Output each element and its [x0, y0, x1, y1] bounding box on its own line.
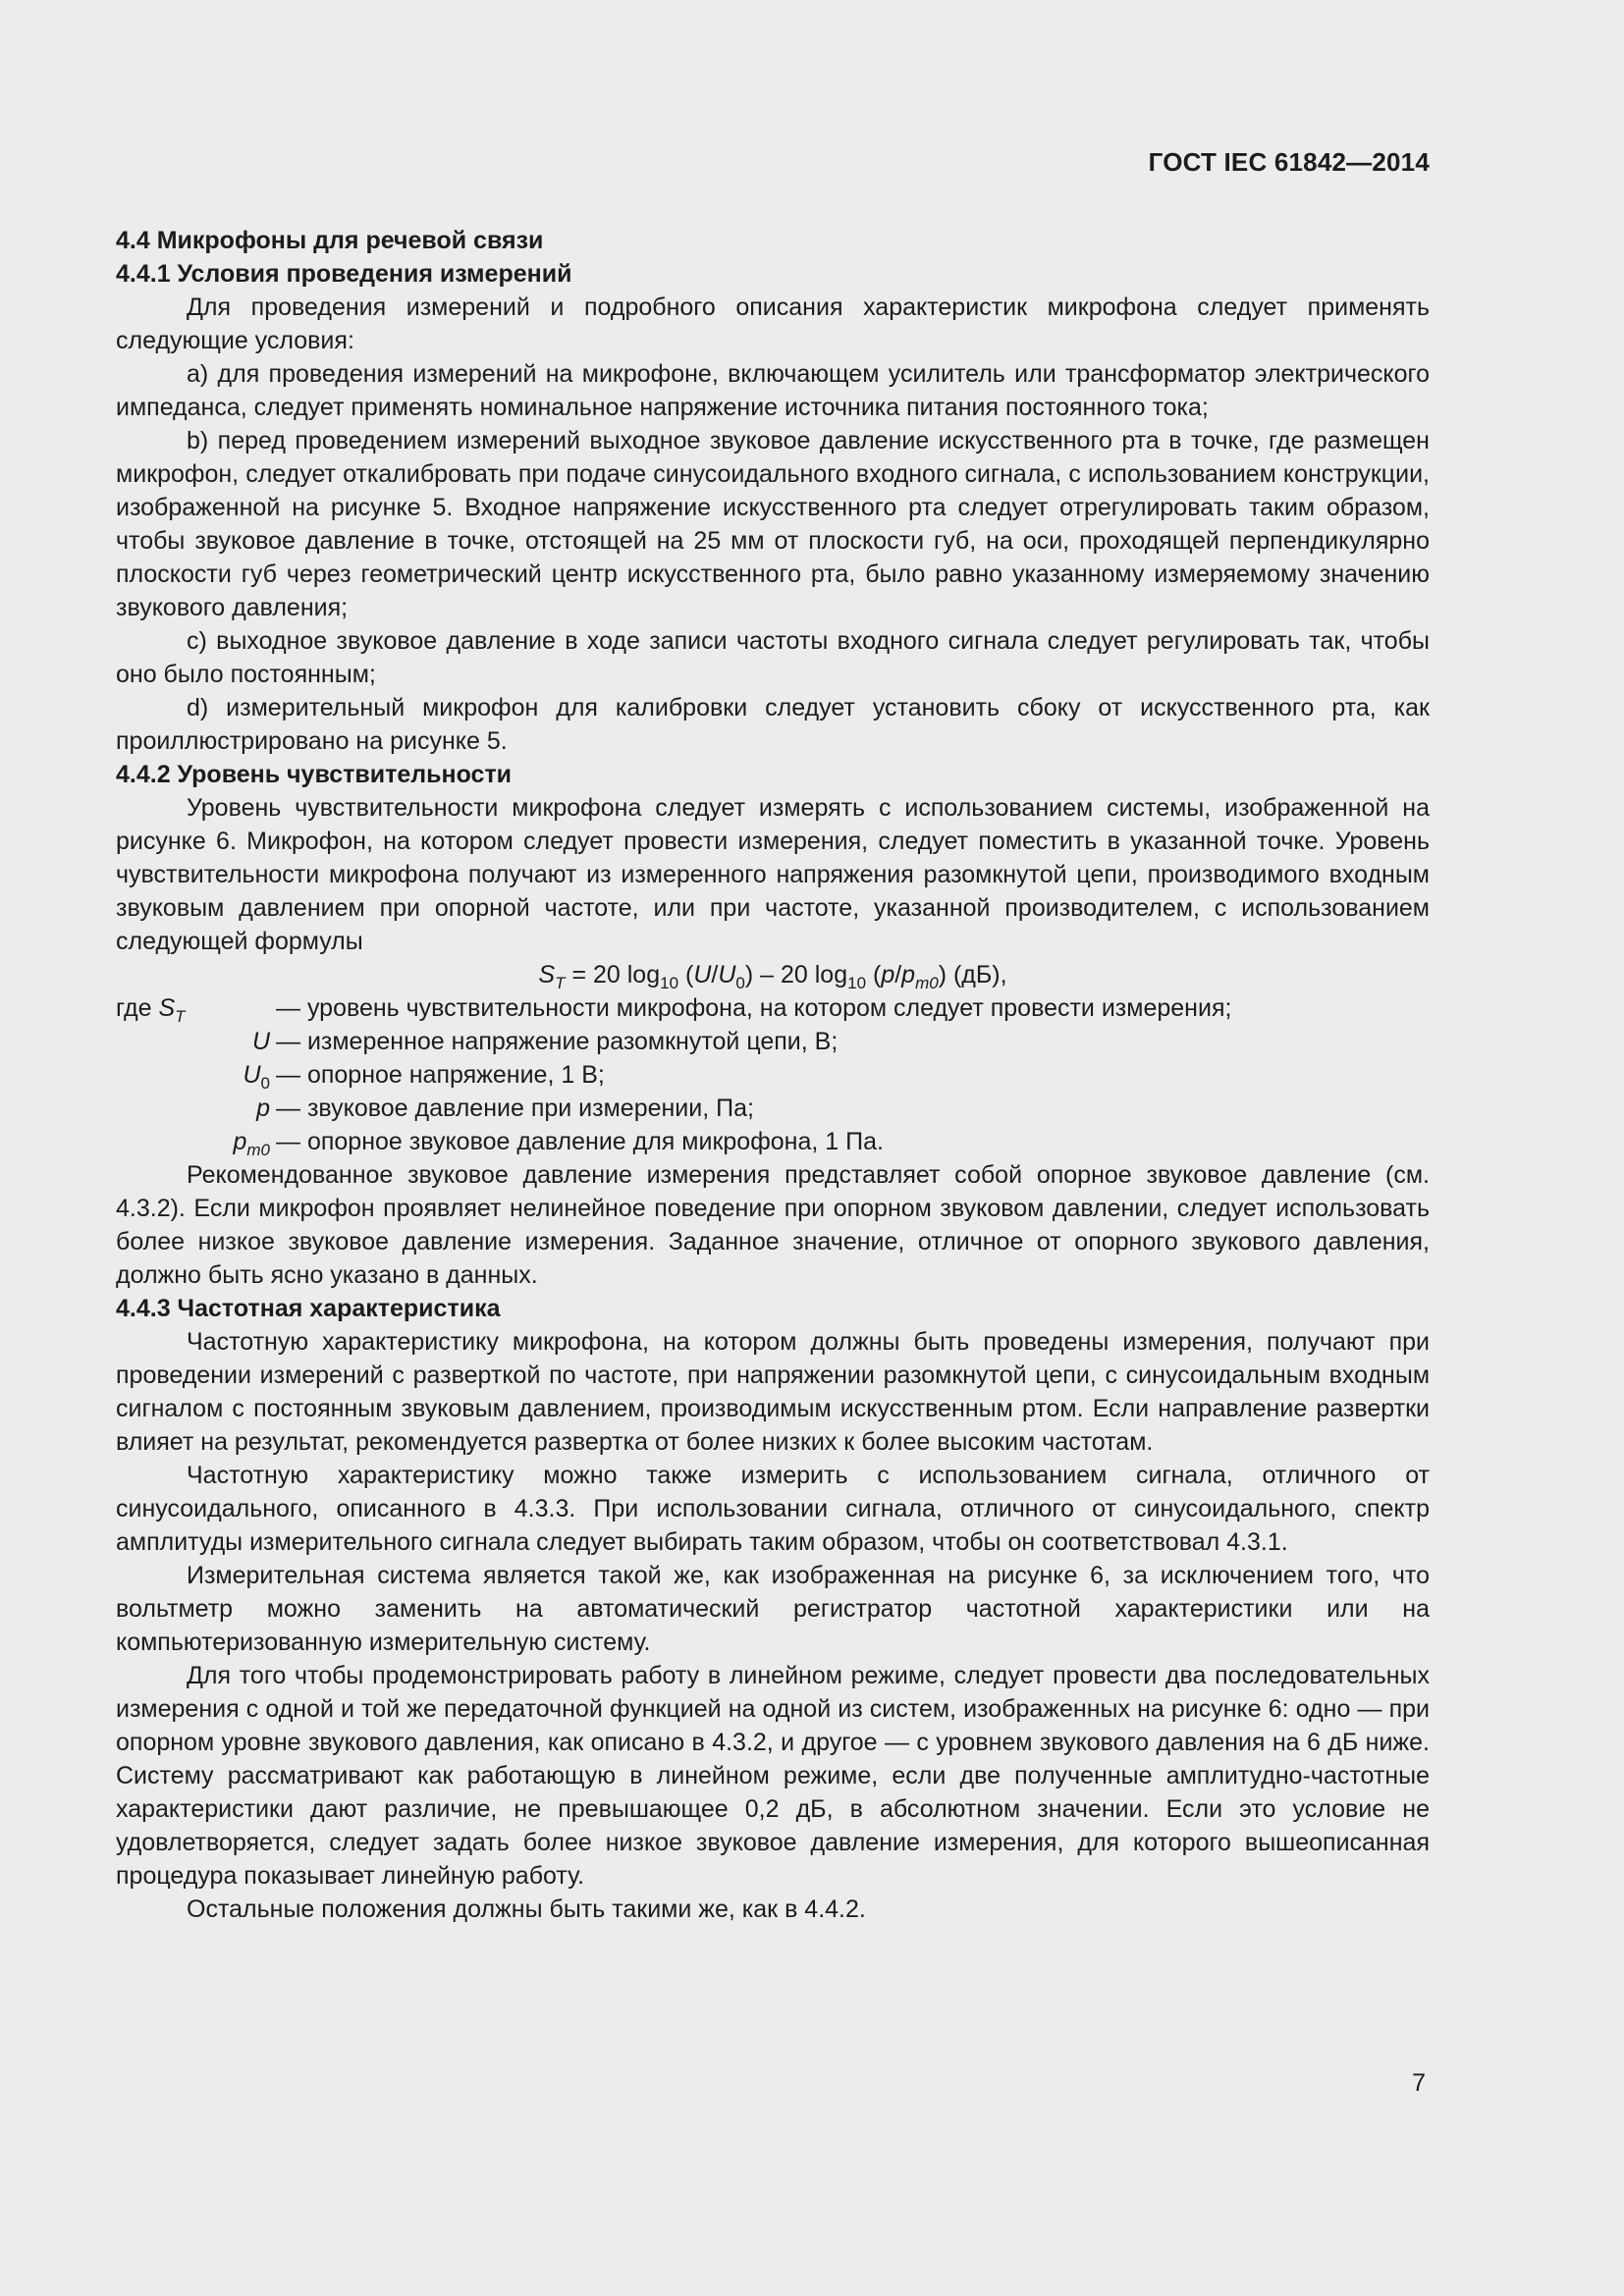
formula-u: U	[693, 961, 712, 988]
formula-log-base: 10	[847, 974, 867, 992]
list-item-c: c) выходное звуковое давление в ходе записи частоты входного сигнала следует регулировать так, чтобы оно было постоянным;	[116, 627, 1430, 688]
paragraph-4-4-3-3: Измерительная система является такой же, как изображенная на рисунке 6, за исключением того, что вольтметр можно заменить на автоматический регистратор частотной характеристики или на компьютеризованную измерительную систему.	[116, 1562, 1430, 1656]
symbol-sub: 0	[260, 1074, 270, 1093]
formula-pm0: p	[901, 961, 916, 988]
formula-s: S	[538, 961, 556, 988]
formula-u0: U	[718, 961, 736, 988]
definition-text: — опорное звуковое давление для микрофона, 1 Па.	[276, 1128, 884, 1155]
symbol: p	[256, 1095, 270, 1122]
symbol: U	[243, 1061, 261, 1089]
formula-part: (	[866, 961, 882, 988]
list-item-b: b) перед проведением измерений выходное звуковое давление искусственного рта в точке, где размещен микрофон, следует откалибровать при подаче синусоидального входного сигнала, с использованием конструкции, изображенной на рисунке 5. Входное напряжение искусственного рта следует отрегулировать таким образом, чтобы звуковое давление в точке, отстоящей на 25 мм от плоскости губ, на оси, проходящей перпендикулярно плоскости губ через геометрический центр искусственного рта, было равно указанному измеряемому значению звукового давления;	[116, 427, 1430, 621]
formula-definitions	[116, 991, 1430, 1158]
definition-symbol	[116, 1092, 276, 1125]
section-4-4-3-title: 4.4.3 Частотная характеристика	[116, 1295, 501, 1322]
symbol: S	[158, 994, 176, 1022]
paragraph-4-4-3-5: Остальные положения должны быть такими же, как в 4.4.2.	[187, 1896, 866, 1923]
formula-u0-sub: 0	[735, 974, 745, 992]
definition-row	[116, 1125, 1430, 1158]
sensitivity-formula	[116, 958, 1430, 991]
definition-symbol	[116, 1058, 276, 1092]
symbol-sub: m0	[246, 1141, 270, 1159]
definition-row	[116, 991, 1430, 1025]
definition-symbol	[116, 1125, 276, 1158]
formula-part: = 20 log	[565, 961, 661, 988]
document-body	[116, 224, 1430, 1926]
definition-text: — опорное напряжение, 1 В;	[276, 1061, 605, 1089]
list-item-a: a) для проведения измерений на микрофоне, включающем усилитель или трансформатор электрического импеданса, следует применять номинальное напряжение источника питания постоянного тока;	[116, 360, 1430, 421]
formula-pm0-sub: m0	[915, 974, 939, 992]
formula-part: ) (дБ),	[938, 961, 1007, 988]
paragraph-4-4-3-4: Для того чтобы продемонстрировать работу в линейном режиме, следует провести два последовательных измерения с одной и той же передаточной функцией на одной из систем, изображенных на рисунке 6: одно — при опорном уровне звукового давления, как описано в 4.3.2, и другое — с уровнем звукового давления на 6 дБ ниже. Систему рассматривают как работающую в линейном режиме, если две полученные амплитудно-частотные характеристики дают различие, не превышающее 0,2 дБ, в абсолютном значении. Если это условие не удовлетворяется, следует задать более низкое звуковое давление измерения, для которого вышеописанная процедура показывает линейную работу.	[116, 1662, 1430, 1890]
formula-p: p	[881, 961, 895, 988]
formula-part: /	[711, 961, 719, 988]
formula-log-base: 10	[660, 974, 679, 992]
definition-symbol	[116, 991, 276, 1025]
paragraph-4-4-2-1: Уровень чувствительности микрофона следует измерять с использованием системы, изображенной на рисунке 6. Микрофон, на котором следует провести измерения, следует поместить в указанной точке. Уровень чувствительности микрофона получают из измеренного напряжения разомкнутой цепи, производимого входным звуковым давлением при опорной частоте, или при частоте, указанной производителем, с использованием следующей формулы	[116, 794, 1430, 955]
definition-symbol	[116, 1025, 276, 1058]
symbol: U	[251, 1028, 270, 1055]
definition-row	[116, 1092, 1430, 1125]
formula-part: /	[894, 961, 902, 988]
definition-text: — звуковое давление при измерении, Па;	[276, 1095, 754, 1122]
list-item-d: d) измерительный микрофон для калибровки следует установить сбоку от искусственного рта, как проиллюстрировано на рисунке 5.	[116, 694, 1430, 755]
paragraph-4-4-2-2: Рекомендованное звуковое давление измерения представляет собой опорное звуковое давление (см. 4.3.2). Если микрофон проявляет нелинейное поведение при опорном звуковом давлении, следует использовать более низкое звуковое давление измерения. Заданное значение, отличное от опорного звукового давления, должно быть ясно указано в данных.	[116, 1161, 1430, 1289]
formula-s-sub: T	[555, 974, 566, 992]
definition-text: — измеренное напряжение разомкнутой цепи, В;	[276, 1028, 839, 1055]
document-header: ГОСТ IEC 61842—2014	[1148, 147, 1430, 177]
section-4-4-1-title: 4.4.1 Условия проведения измерений	[116, 260, 572, 288]
paragraph-4-4-3-1: Частотную характеристику микрофона, на котором должны быть проведены измерения, получают при проведении измерений с разверткой по частоте, при напряжении разомкнутой цепи, с синусоидальным входным сигналом с постоянным звуковым давлением, производимым искусственным ртом. Если направление развертки влияет на результат, рекомендуется развертка от более низких к более высоким частотам.	[116, 1328, 1430, 1456]
definition-row	[116, 1058, 1430, 1092]
definition-text: — уровень чувствительности микрофона, на котором следует провести измерения;	[276, 994, 1232, 1022]
where-label: где	[116, 994, 159, 1022]
definition-row	[116, 1025, 1430, 1058]
section-4-4-title: 4.4 Микрофоны для речевой связи	[116, 227, 544, 254]
formula-part: (	[678, 961, 694, 988]
symbol: p	[233, 1128, 247, 1155]
section-4-4-2-title: 4.4.2 Уровень чувствительности	[116, 761, 513, 788]
paragraph-4-4-1-intro: Для проведения измерений и подробного описания характеристик микрофона следует применять следующие условия:	[116, 294, 1430, 354]
symbol-sub: T	[175, 1007, 186, 1026]
paragraph-4-4-3-2: Частотную характеристику можно также измерить с использованием сигнала, отличного от синусоидального, описанного в 4.3.3. При использовании сигнала, отличного от синусоидального, спектр амплитуды измерительного сигнала следует выбирать таким образом, чтобы он соответствовал 4.3.1.	[116, 1462, 1430, 1556]
formula-part: ) – 20 log	[744, 961, 848, 988]
page-number: 7	[1412, 2069, 1426, 2097]
